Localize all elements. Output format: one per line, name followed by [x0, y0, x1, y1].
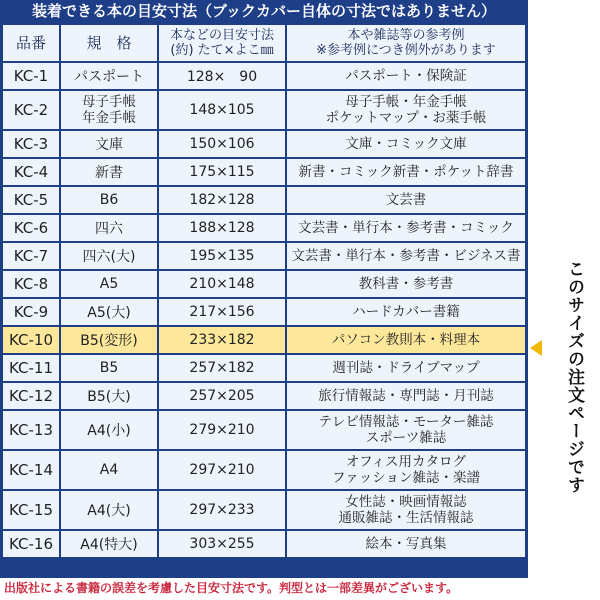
row-code: KC-4	[3, 159, 61, 185]
row-format-line: B5	[99, 360, 119, 376]
row-format	[61, 327, 159, 353]
row-dimensions: 188×128	[159, 215, 287, 241]
row-examples	[287, 355, 525, 381]
row-format	[61, 299, 159, 325]
row-code: KC-14	[3, 451, 61, 489]
table-row	[3, 271, 525, 297]
row-examples	[287, 63, 525, 89]
row-format-line: 文庫	[95, 137, 123, 153]
row-format-line: パスポート	[74, 69, 144, 85]
row-format	[61, 63, 159, 89]
row-example-line: 文芸書	[385, 192, 427, 208]
row-code: KC-5	[3, 187, 61, 213]
row-example-line: 旅行情報誌・専門誌・月刊誌	[318, 388, 494, 404]
row-dimensions: 233×182	[159, 327, 287, 353]
row-format	[61, 451, 159, 489]
row-examples	[287, 187, 525, 213]
row-examples	[287, 327, 525, 353]
row-example-line: パスポート・保険証	[345, 68, 467, 84]
row-format-line: A4(大)	[87, 503, 131, 519]
row-format-line: 母子手帳	[82, 94, 136, 110]
row-dimensions: 279×210	[159, 411, 287, 449]
table-row	[3, 491, 525, 529]
row-format-line: 四六(大)	[82, 249, 136, 265]
pointer-arrow-icon	[530, 340, 542, 356]
row-dimensions: 303×255	[159, 531, 287, 557]
row-dimensions: 297×233	[159, 491, 287, 529]
row-example-line: ファッション雑誌・楽譜	[332, 470, 480, 486]
row-dimensions: 297×210	[159, 451, 287, 489]
row-format	[61, 243, 159, 269]
table-row	[3, 131, 525, 157]
row-examples	[287, 451, 525, 489]
row-code: KC-9	[3, 299, 61, 325]
table-row	[3, 187, 525, 213]
row-format	[61, 355, 159, 381]
row-examples	[287, 411, 525, 449]
row-dimensions: 150×106	[159, 131, 287, 157]
header-name: 規 格	[61, 25, 159, 61]
table-row	[3, 63, 525, 89]
row-example-line: 教科書・参考書	[358, 276, 454, 292]
header-dimensions	[159, 25, 287, 61]
row-code: KC-6	[3, 215, 61, 241]
table-row	[3, 299, 525, 325]
table-row	[3, 355, 525, 381]
row-examples	[287, 243, 525, 269]
table-row	[3, 383, 525, 409]
row-code: KC-2	[3, 91, 61, 129]
row-format	[61, 91, 159, 129]
row-code: KC-16	[3, 531, 61, 557]
row-example-line: テレビ情報誌・モーター雑誌	[318, 414, 494, 430]
row-examples	[287, 299, 525, 325]
row-format-line: A5(大)	[87, 305, 131, 321]
table-row	[3, 91, 525, 129]
row-examples	[287, 91, 525, 129]
row-format	[61, 491, 159, 529]
header-dimensions-line1: 本などの目安寸法	[169, 28, 274, 43]
row-example-line: 女性誌・映画情報誌	[345, 494, 467, 510]
row-format	[61, 531, 159, 557]
header-dimensions-line2: (約) たて×よこ㎜	[170, 43, 274, 58]
row-dimensions: 257×182	[159, 355, 287, 381]
row-example-line: スポーツ雑誌	[365, 430, 447, 446]
header-examples-line2: ※参考例につき例外があります	[316, 43, 496, 58]
row-format	[61, 131, 159, 157]
row-format-line: 四六	[95, 221, 123, 237]
table-row	[3, 411, 525, 449]
row-dimensions: 182×128	[159, 187, 287, 213]
row-code: KC-13	[3, 411, 61, 449]
row-example-line: 文芸書・単行本・参考書・ビジネス書	[291, 248, 521, 264]
row-code: KC-8	[3, 271, 61, 297]
row-code: KC-1	[3, 63, 61, 89]
row-dimensions: 175×115	[159, 159, 287, 185]
row-example-line: オフィス用カタログ	[345, 454, 466, 470]
row-dimensions: 217×156	[159, 299, 287, 325]
row-format-line: 年金手帳	[82, 110, 136, 126]
row-code: KC-10	[3, 327, 61, 353]
row-examples	[287, 215, 525, 241]
row-format	[61, 271, 159, 297]
row-format-line: B5(大)	[87, 389, 131, 405]
row-dimensions: 195×135	[159, 243, 287, 269]
row-format-line: A4	[99, 462, 119, 478]
row-code: KC-7	[3, 243, 61, 269]
row-examples	[287, 271, 525, 297]
row-format-line: B6	[99, 192, 119, 208]
row-format	[61, 187, 159, 213]
header-examples	[287, 25, 525, 61]
table-row	[3, 531, 525, 557]
row-format	[61, 411, 159, 449]
table-row	[3, 215, 525, 241]
table-row	[3, 159, 525, 185]
row-format-line: A4(特大)	[80, 537, 138, 553]
row-examples	[287, 531, 525, 557]
table-row	[3, 243, 525, 269]
row-code: KC-15	[3, 491, 61, 529]
row-example-line: ポケットマップ・お薬手帳	[325, 110, 487, 126]
table-row	[3, 327, 525, 353]
table-title: 装着できる本の目安寸法（ブックカバー自体の寸法ではありません）	[32, 2, 496, 20]
row-code: KC-11	[3, 355, 61, 381]
row-format	[61, 383, 159, 409]
row-example-line: パソコン教則本・料理本	[331, 332, 481, 348]
header-examples-line1: 本や雑誌等の参考例	[347, 28, 465, 43]
row-examples	[287, 383, 525, 409]
row-format-line: B5(変形)	[80, 333, 138, 349]
row-examples	[287, 159, 525, 185]
table-row	[3, 451, 525, 489]
row-dimensions: 257×205	[159, 383, 287, 409]
table-header-row	[3, 25, 525, 61]
header-code: 品番	[3, 25, 61, 61]
footer-note: 出版社による書籍の誤差を考慮した目安寸法です。判型とは一部差異がございます。	[4, 581, 459, 595]
row-format-line: A5	[99, 276, 119, 292]
row-dimensions: 210×148	[159, 271, 287, 297]
row-format-line: A4(小)	[87, 423, 131, 439]
row-example-line: ハードカバー書籍	[352, 304, 460, 320]
row-dimensions: 148×105	[159, 91, 287, 129]
row-example-line: 母子手帳・年金手帳	[345, 94, 467, 110]
row-example-line: 週刊誌・ドライブマップ	[332, 360, 480, 376]
row-format-line: 新書	[95, 165, 123, 181]
row-format	[61, 215, 159, 241]
row-code: KC-3	[3, 131, 61, 157]
row-dimensions: 128× 90	[159, 63, 287, 89]
row-examples	[287, 131, 525, 157]
order-page-note: このサイズの注文ページです	[564, 260, 584, 494]
row-examples	[287, 491, 525, 529]
row-example-line: 新書・コミック新書・ポケット辞書	[298, 164, 514, 180]
row-code: KC-12	[3, 383, 61, 409]
row-example-line: 絵本・写真集	[365, 536, 447, 552]
row-example-line: 通販雑誌・生活情報誌	[338, 510, 474, 526]
size-table	[3, 23, 525, 559]
row-format	[61, 159, 159, 185]
row-example-line: 文芸書・単行本・参考書・コミック	[298, 220, 514, 236]
row-example-line: 文庫・コミック文庫	[345, 136, 467, 152]
